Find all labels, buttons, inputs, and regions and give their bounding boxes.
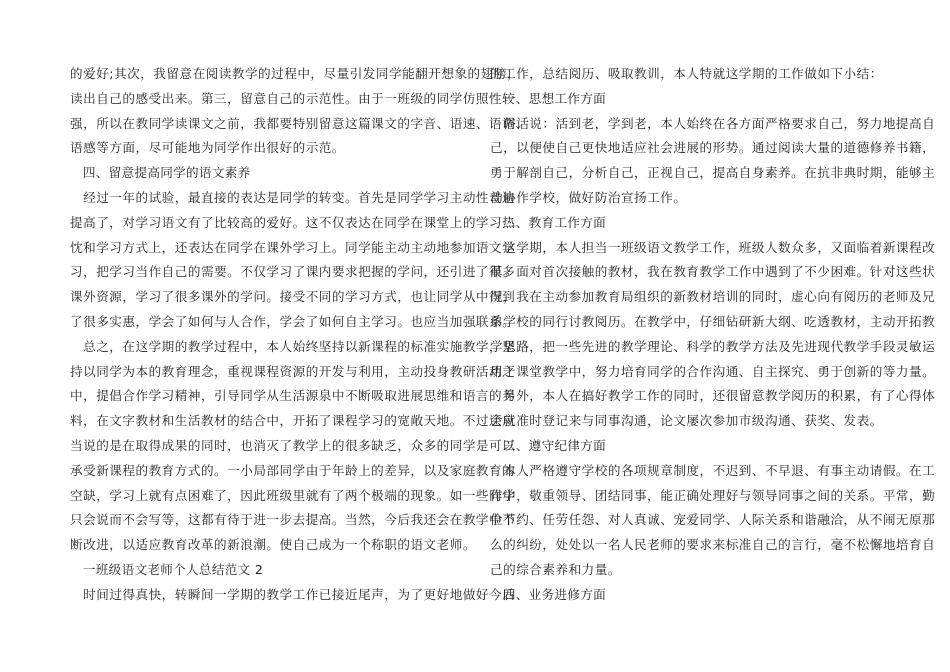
text-line: 断改进，以适应教育改革的新浪潮。使自己成为一个称职的语文老师。 [70,537,476,553]
section-heading: 四、留意提高同学的语文素养 [70,165,251,181]
text-line: 忱和学习方式上，还表达在同学在课外学习上。同学能主动主动地参加语文学 [70,239,516,255]
text-line: 承受新课程的教育方式的。一小局部同学由于年龄上的差异，以及家庭教育的 [70,462,516,478]
text-line: 空缺，学习上就有点困难了，因此班级里就有了两个极端的现象。如一些同学 [70,487,516,503]
text-line: 这学期，本人担当一班级语文教学工作，班级人数众多，又面临着新课程改 [490,239,936,255]
text-line: 总之，在这学期的教学过程中，本人始终坚持以新课程的标准实施教学，坚 [70,338,516,354]
text-line: 学思路，把一些先进的教学理论、科学的教学方法及先进现代教学手段灵敏运 [490,338,936,354]
section-heading: 二、教育工作方面 [490,214,607,230]
text-line: 的工作，总结阅历、吸取教训，本人特就这学期的工作做如下小结： [490,66,883,81]
text-line: 时间过得真快，转瞬间一学期的教学工作已接近尾声，为了更好地做好今后 [70,586,516,602]
text-line: 提高了，对学习语文有了比较高的爱好。这不仅表达在同学在课堂上的学习热 [70,214,516,230]
text-line: 己的综合素养和力量。 [490,561,621,577]
text-line: 课外资源，学习了很多课外的学问。接受不同的学习方式，也让同学从中得到 [70,289,516,305]
text-line: 么的纠纷，处处以一名人民老师的要求来标准自己的言行，毫不松懈地培育自 [490,537,936,553]
text-line: 俭节约、任劳任怨、对人真诚、宠爱同学、人际关系和谐融洽，从不闹无原那 [490,512,936,528]
text-line: 勇于解剖自己，分析自己，正视自己，提高自身素养。在抗非典时期，能够主 [490,165,936,181]
text-line: 中，提倡合作学习精神，引导同学从生活源泉中不断吸取进展思维和语言的养 [70,388,516,404]
text-line: 的爱好;其次，我留意在阅读教学的过程中，尽量引发同学能翻开想象的翅膀， [70,66,520,81]
text-line: 本人严格遵守学校的各项规章制度，不迟到、不早退、有事主动请假。在工 [490,462,936,478]
text-line: 动协作学校，做好防治宣扬工作。 [490,189,687,205]
text-line: 强，所以在教同学读课文之前，我都要特别留意这篇课文的字音、语速、语调、 [70,115,529,131]
text-line: 只会说而不会写等，这都有待于进一步去提高。当然，今后我还会在教学中不 [70,512,516,528]
text-line: 俗话说：活到老，学到老，本人始终在各方面严格要求自己，努力地提高自 [490,115,936,131]
section-heading: 三、遵守纪律方面 [490,437,607,453]
article-title: 一班级语文老师个人总结范文 2 [70,561,264,577]
left-column [70,62,529,608]
text-line: 语感等方面，尽可能地为同学作出很好的示范。 [70,140,345,156]
text-line: 经过一年的试验，最直接的表达是同学的转变。首先是同学学习主动性普遍 [70,189,516,205]
text-line: 革。面对首次接触的教材，我在教育教学工作中遇到了不少困难。针对这些状 [490,264,936,280]
text-line: 另外，本人在搞好教学工作的同时，还很留意教学阅历的积累，有了心得体 [490,388,936,404]
text-line: 作中，敬重领导、团结同事，能正确处理好与领导同事之间的关系。平常，勤 [490,487,936,503]
text-line: 习，把学习当作自己的需要。不仅学习了课内要求把握的学问，还引进了很多 [70,264,516,280]
text-line: 料，在文字教材和生活教材的结合中，开拓了课程学习的宽敞天地。不过还应 [70,413,516,429]
section-heading: 一、思想工作方面 [490,90,607,106]
text-line: 己，以便使自己更快地适应社会进展的形势。通过阅读大量的道德修养书籍， [490,140,936,156]
text-line: 况，我在主动参加教育局组织的新教材培训的同时，虚心向有阅历的老师及兄 [490,289,936,305]
text-line: 弟学校的同行讨教阅历。在教学中，仔细钻研新大纲、吃透教材，主动开拓教 [490,313,936,329]
text-line: 读出自己的感受出来。第三，留意自己的示范性。由于一班级的同学仿照性较 [70,90,516,106]
section-heading: 四、业务进修方面 [490,586,607,602]
text-line: 持以同学为本的教育理念，重视课程资源的开发与利用，主动投身教研活动之 [70,363,516,379]
text-line: 用于课堂教学中，努力培育同学的合作沟通、自主探究、勇于创新的等力量。 [490,363,936,379]
text-line: 会就准时登记来与同事沟通，论文屡次参加市级沟通、获奖、发表。 [490,413,883,429]
right-column [490,62,936,608]
text-line: 了很多实惠，学会了如何与人合作，学会了如何自主学习。也应当加强联系。 [70,313,516,329]
text-line: 当说的是在取得成果的同时，也消灭了教学上的很多缺乏，众多的同学是可以 [70,437,516,453]
